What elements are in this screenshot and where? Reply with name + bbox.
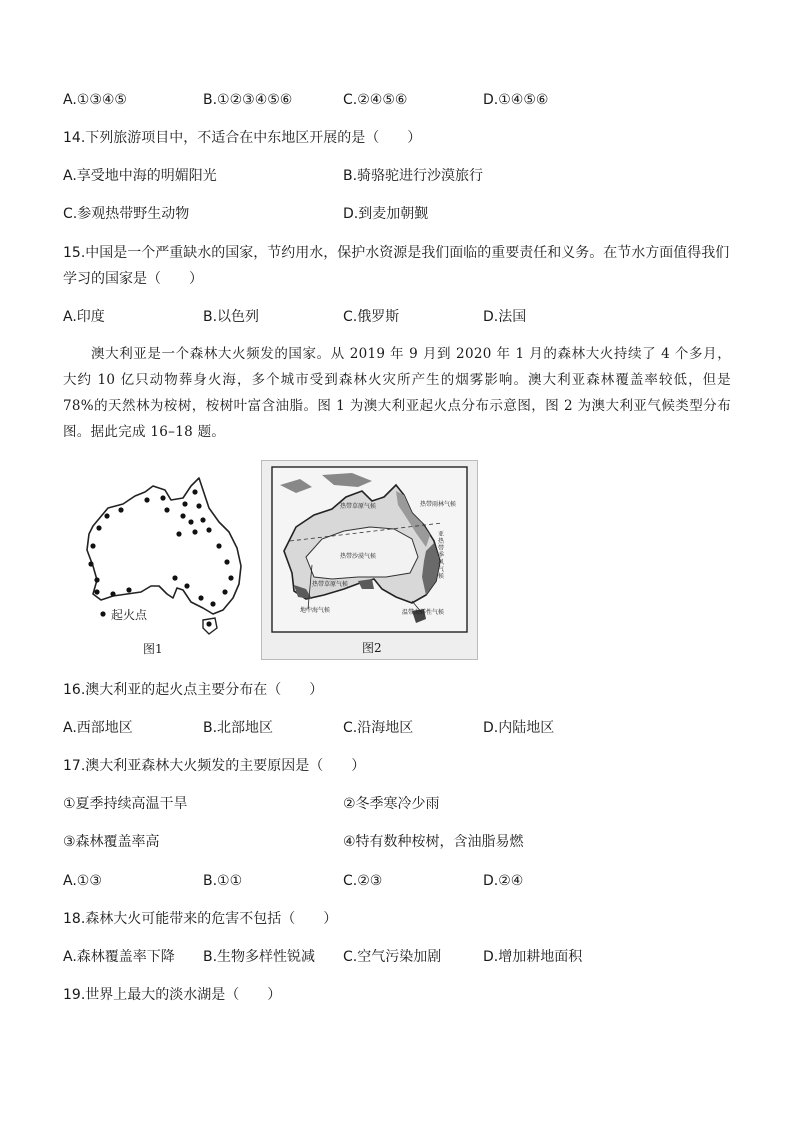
q18-option-a: A.森林覆盖率下降 <box>63 949 175 965</box>
q13-option-d: D.①④⑤⑥ <box>483 92 549 108</box>
figure1-caption: 图1 <box>143 642 163 656</box>
q13-option-a: A.①③④⑤ <box>63 92 127 108</box>
climate-label-mediterranean: 地中海气候 <box>300 607 331 614</box>
q19-stem: 19.世界上最大的淡水湖是（ ） <box>63 987 282 1003</box>
q17-statement-3: ③森林覆盖率高 <box>63 834 160 850</box>
q13-option-c: C.②④⑤⑥ <box>343 92 408 108</box>
reading-passage <box>63 341 731 445</box>
q14-option-c: C.参观热带野生动物 <box>63 206 190 222</box>
climate-label-monsoon: 亚热带季风气候 <box>438 531 445 580</box>
q18-option-d: D.增加耕地面积 <box>483 949 583 965</box>
figure1-legend-label: 起火点 <box>111 608 148 622</box>
q16-stem: 16.澳大利亚的起火点主要分布在（ ） <box>63 682 324 698</box>
q16-option-a: A.西部地区 <box>63 720 133 736</box>
figure1-fire-map <box>63 468 253 658</box>
figure2-climate-map <box>261 460 478 660</box>
q15-stem-line1: 15.中国是一个严重缺水的国家，节约用水，保护水资源是我们面临的重要责任和义务。在节水方面值得我们 <box>63 245 730 261</box>
climate-label-desert: 热带沙漠气候 <box>340 553 377 560</box>
q14-option-b: B.骑骆驼进行沙漠旅行 <box>343 168 484 184</box>
climate-label-savanna-south: 热带草原气候 <box>312 581 349 588</box>
q16-option-b: B.北部地区 <box>203 720 274 736</box>
passage-text: 澳大利亚是一个森林大火频发的国家。从 2019 年 9 月到 2020 年 1 月的森林大火持续了 4 个多月，大约 10 亿只动物葬身火海，多个城市受到森林火灾所产生的烟雾影响。澳大利亚森林覆盖率较低，但是 78%的天然林为桉树，桉树叶富含油脂。图 1 为澳大利亚起火点分布示意图，图 2 为澳大利亚气候类型分布图。据此完成 16–18 题。 <box>63 346 731 440</box>
q18-option-c: C.空气污染加剧 <box>343 949 442 965</box>
climate-label-rainforest: 热带雨林气候 <box>420 501 457 508</box>
legend-dot <box>100 611 105 616</box>
q15-option-a: A.印度 <box>63 309 105 325</box>
q16-option-c: C.沿海地区 <box>343 720 414 736</box>
q18-option-b: B.生物多样性锐减 <box>203 949 316 965</box>
q15-stem-line2: 学习的国家是（ ） <box>63 271 203 287</box>
q15-option-c: C.俄罗斯 <box>343 309 400 325</box>
q14-option-a: A.享受地中海的明媚阳光 <box>63 168 217 184</box>
q15-option-d: D.法国 <box>483 309 527 325</box>
q16-option-d: D.内陆地区 <box>483 720 555 736</box>
q17-option-d: D.②④ <box>483 873 524 889</box>
q13-option-b: B.①②③④⑤⑥ <box>203 92 293 108</box>
q17-option-b: B.①① <box>203 873 243 889</box>
figure2-caption: 图2 <box>362 641 382 655</box>
q17-stem: 17.澳大利亚森林大火频发的主要原因是（ ） <box>63 758 366 774</box>
climate-label-savanna-north: 热带草原气候 <box>340 503 377 510</box>
q14-stem: 14.下列旅游项目中，不适合在中东地区开展的是（ ） <box>63 130 422 146</box>
q17-option-c: C.②③ <box>343 873 383 889</box>
q17-statement-2: ②冬季寒冷少雨 <box>343 796 440 812</box>
q14-option-d: D.到麦加朝觐 <box>343 206 429 222</box>
q15-option-b: B.以色列 <box>203 309 260 325</box>
q17-statement-4: ④特有数种桉树，含油脂易燃 <box>343 834 524 850</box>
q18-stem: 18.森林大火可能带来的危害不包括（ ） <box>63 911 338 927</box>
climate-label-oceanic: 温带海洋性气候 <box>402 609 445 616</box>
q17-option-a: A.①③ <box>63 873 102 889</box>
q17-statement-1: ①夏季持续高温干旱 <box>63 796 188 812</box>
